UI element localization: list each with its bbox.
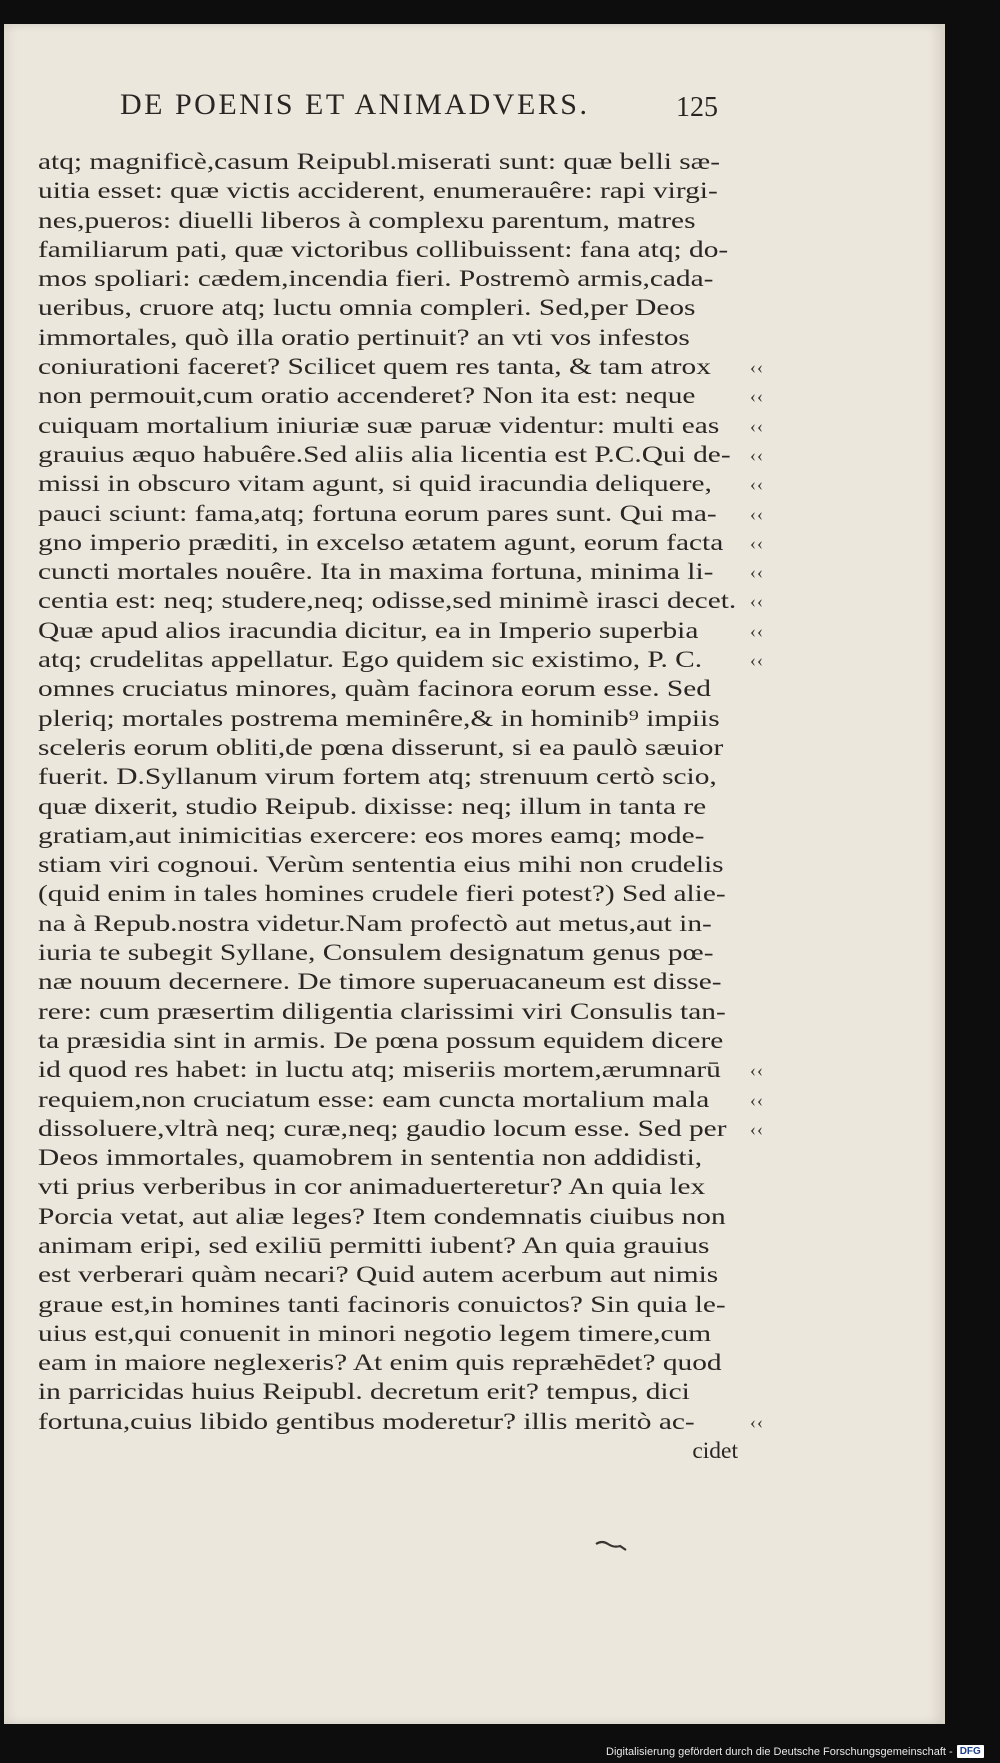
text-line-content: in parricidas huius Reipubl. decretum erit? tempus, dici xyxy=(38,1379,690,1406)
text-line xyxy=(38,705,738,734)
text-line xyxy=(38,1408,764,1437)
text-line-content: gno imperio præditi, in excelso ætatem agunt, eorum facta xyxy=(38,529,724,556)
text-line-content: pauci sciunt: fama,atq; fortuna eorum pares sunt. Qui ma- xyxy=(38,500,717,527)
quotation-margin-mark: ‹‹ xyxy=(750,532,764,553)
quotation-margin-mark: ‹‹ xyxy=(750,650,764,671)
text-line xyxy=(38,294,738,323)
text-line xyxy=(38,207,738,236)
text-line xyxy=(38,1056,764,1085)
text-line xyxy=(38,617,764,646)
text-line xyxy=(38,1203,738,1232)
text-line xyxy=(38,1173,738,1202)
text-line-content: cuiquam mortalium iniuriæ suæ paruæ videntur: multi eas xyxy=(38,412,720,439)
text-line-content: (quid enim in tales homines crudele fieri potest?) Sed alie- xyxy=(38,881,726,908)
text-line-content: grauius æquo habuêre.Sed aliis alia licentia est P.C.Qui de- xyxy=(38,441,731,468)
text-line xyxy=(38,646,764,675)
text-line xyxy=(38,353,764,382)
text-line-content: graue est,in homines tanti facinoris conuictos? Sin quia le- xyxy=(38,1291,726,1318)
text-line xyxy=(38,1115,764,1144)
text-line-content: iuria te subegit Syllane, Consulem designatum genus pœ- xyxy=(38,940,714,967)
text-line xyxy=(38,1320,738,1349)
text-line-content: uius est,qui conuenit in minori negotio legem timere,cum xyxy=(38,1320,712,1347)
text-line-content: eam in maiore neglexeris? At enim quis repræhēdet? quod xyxy=(38,1350,722,1377)
text-line-content: ta præsidia sint in armis. De pœna possum equidem dicere xyxy=(38,1027,724,1054)
text-line-content: fuerit. D.Syllanum virum fortem atq; strenuum certò scio, xyxy=(38,764,717,791)
text-line xyxy=(38,1378,738,1407)
text-line xyxy=(38,529,764,558)
quotation-margin-mark: ‹‹ xyxy=(750,503,764,524)
text-line-content: non permouit,cum oratio accenderet? Non ita est: neque xyxy=(38,383,696,410)
text-line xyxy=(38,851,738,880)
text-line xyxy=(38,148,738,177)
text-line xyxy=(38,1291,738,1320)
text-line-content: Quæ apud alios iracundia dicitur, ea in Imperio superbia xyxy=(38,617,699,644)
text-line-content: Deos immortales, quamobrem in sententia non addidisti, xyxy=(38,1145,703,1172)
text-line xyxy=(38,412,764,441)
text-line-content: coniurationi faceret? Scilicet quem res tanta, & tam atrox xyxy=(38,354,711,381)
text-line xyxy=(38,1261,738,1290)
text-line-content: fortuna,cuius libido gentibus moderetur? illis meritò ac- xyxy=(38,1408,695,1435)
text-line-content: uitia esset: quæ victis acciderent, enumerauêre: rapi virgi- xyxy=(38,178,718,205)
catchword: cidet xyxy=(692,1438,738,1465)
text-line-content: mos spoliari: cædem,incendia fieri. Postremò armis,cada- xyxy=(38,266,714,293)
quotation-margin-mark: ‹‹ xyxy=(750,1089,764,1110)
quotation-margin-mark: ‹‹ xyxy=(750,386,764,407)
text-line-content: centia est: neq; studere,neq; odisse,sed minimè irasci decet. xyxy=(38,588,737,615)
text-line xyxy=(38,382,764,411)
text-line xyxy=(38,587,764,616)
text-line-content: animam eripi, sed exiliū permitti iubent? An quia grauius xyxy=(38,1232,710,1259)
text-line-content: nes,pueros: diuelli liberos à complexu parentum, matres xyxy=(38,207,696,234)
text-line-content: quæ dixerit, studio Reipub. dixisse: neq; illum in tanta re xyxy=(38,793,707,820)
quotation-margin-mark: ‹‹ xyxy=(750,1118,764,1139)
text-line xyxy=(38,236,738,265)
text-line xyxy=(38,968,738,997)
text-line-content: cuncti mortales nouêre. Ita in maxima fortuna, minima li- xyxy=(38,559,714,586)
text-line-content: immortales, quò illa oratio pertinuit? an vti vos infestos xyxy=(38,324,690,351)
quotation-margin-mark: ‹‹ xyxy=(750,415,764,436)
text-line-content: sceleris eorum obliti,de pœna disserunt, si ea paulò sæuior xyxy=(38,734,724,761)
text-line-content: atq; magnificè,casum Reipubl.miserati sunt: quæ belli sæ- xyxy=(38,149,721,175)
dfg-logo-icon: DFG xyxy=(957,1745,984,1758)
text-line xyxy=(38,822,738,851)
ink-smudge-icon xyxy=(594,1538,628,1552)
text-line-content: vti prius verberibus in cor animaduerteretur? An quia lex xyxy=(38,1174,706,1201)
book-page xyxy=(4,24,945,1724)
text-line-content: missi in obscuro vitam agunt, si quid iracundia deliquere, xyxy=(38,471,712,498)
text-line-content: pleriq; mortales postrema meminêre,& in hominib⁹ impiis xyxy=(38,705,720,732)
quotation-margin-mark: ‹‹ xyxy=(750,357,764,378)
text-line-content: na à Repub.nostra videtur.Nam profectò aut metus,aut in- xyxy=(38,910,712,937)
quotation-margin-mark: ‹‹ xyxy=(750,1060,764,1081)
text-line-content: id quod res habet: in luctu atq; miseriis mortem,ærumnarū xyxy=(38,1057,721,1084)
text-line-content: familiarum pati, quæ victoribus collibuissent: fana atq; do- xyxy=(38,236,729,263)
text-line xyxy=(38,558,764,587)
text-line-content: omnes cruciatus minores, quàm facinora eorum esse. Sed xyxy=(38,676,711,703)
digitization-footer xyxy=(606,1745,984,1758)
text-line-content: Porcia vetat, aut aliæ leges? Item condemnatis ciuibus non xyxy=(38,1203,726,1230)
body-text xyxy=(38,148,764,1466)
quotation-margin-mark: ‹‹ xyxy=(750,1411,764,1432)
quotation-margin-mark: ‹‹ xyxy=(750,444,764,465)
text-line xyxy=(38,441,764,470)
text-line xyxy=(38,470,764,499)
text-line-content: requiem,non cruciatum esse: eam cuncta mortalium mala xyxy=(38,1086,710,1113)
text-line-content: dissoluere,vltrà neq; curæ,neq; gaudio locum esse. Sed per xyxy=(38,1115,727,1142)
text-line xyxy=(38,880,738,909)
page-number: 125 xyxy=(676,92,718,123)
text-line xyxy=(38,1027,738,1056)
quotation-margin-mark: ‹‹ xyxy=(750,562,764,583)
text-line-content: næ nouum decernere. De timore superuacaneum est disse- xyxy=(38,969,722,996)
text-line-content: ueribus, cruore atq; luctu omnia compleri. Sed,per Deos xyxy=(38,295,696,322)
footer-text: Digitalisierung gefördert durch die Deutsche Forschungsgemeinschaft - xyxy=(606,1745,953,1758)
text-line-content: atq; crudelitas appellatur. Ego quidem sic existimo, P. C. xyxy=(38,647,703,674)
text-line xyxy=(38,910,738,939)
text-line-content: gratiam,aut inimicitias exercere: eos mores eamq; mode- xyxy=(38,822,705,849)
text-line-content: stiam viri cognoui. Verùm sententia eius mihi non crudelis xyxy=(38,852,724,879)
text-line xyxy=(38,1144,738,1173)
text-line xyxy=(38,675,738,704)
text-line-content: est verberari quàm necari? Quid autem acerbum aut nimis xyxy=(38,1262,719,1289)
text-line xyxy=(38,265,738,294)
text-line xyxy=(38,177,738,206)
quotation-margin-mark: ‹‹ xyxy=(750,474,764,495)
text-line xyxy=(38,1232,738,1261)
text-line xyxy=(38,1349,738,1378)
text-line xyxy=(38,734,738,763)
text-line xyxy=(38,793,738,822)
quotation-margin-mark: ‹‹ xyxy=(750,591,764,612)
quotation-margin-mark: ‹‹ xyxy=(750,620,764,641)
text-line xyxy=(38,763,738,792)
text-line xyxy=(38,939,738,968)
text-line xyxy=(38,998,738,1027)
text-line xyxy=(38,324,738,353)
text-line xyxy=(38,500,764,529)
text-line xyxy=(38,1086,764,1115)
running-head: DE POENIS ET ANIMADVERS. xyxy=(120,88,590,121)
text-line-content: rere: cum præsertim diligentia clarissimi viri Consulis tan- xyxy=(38,998,726,1025)
